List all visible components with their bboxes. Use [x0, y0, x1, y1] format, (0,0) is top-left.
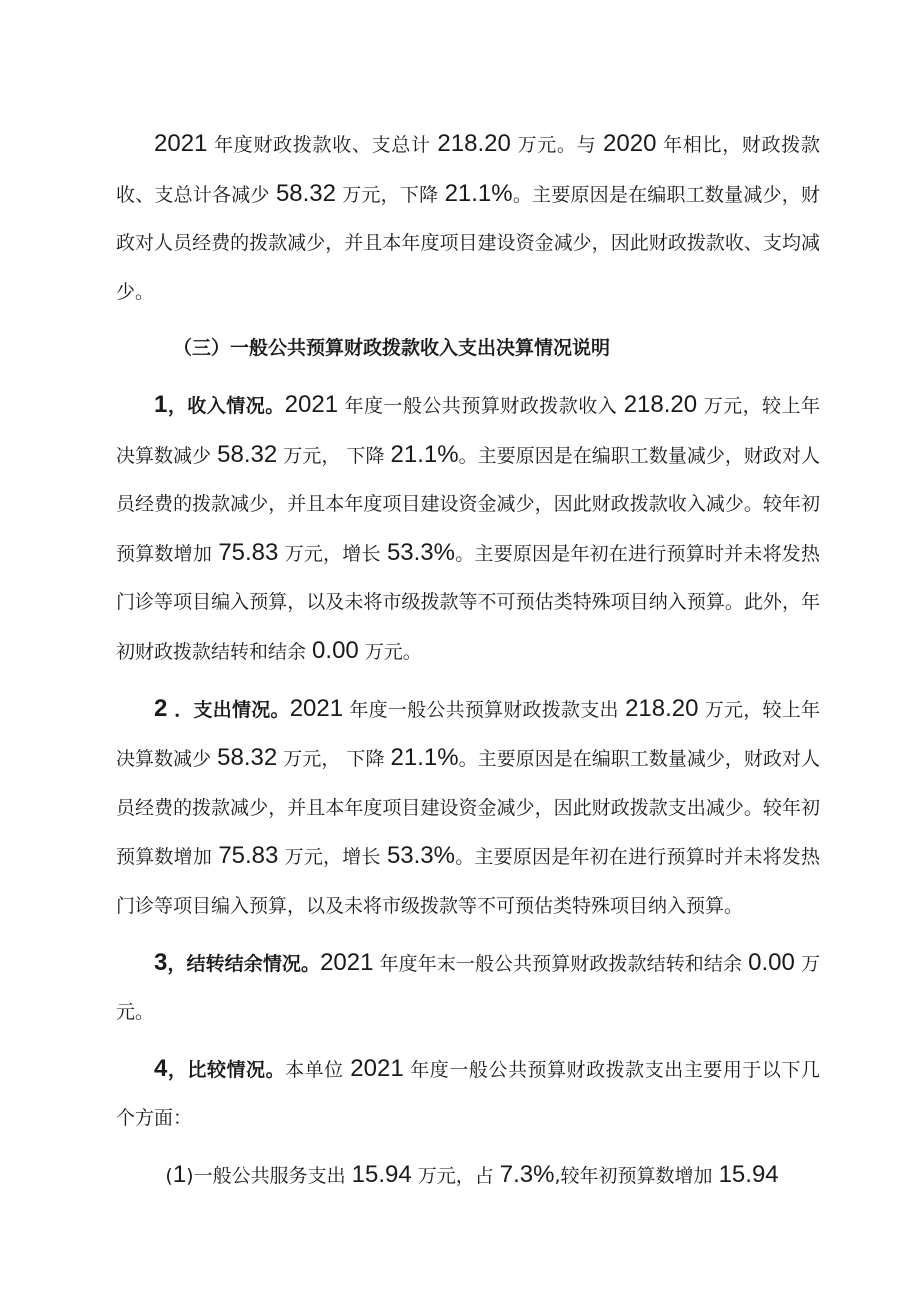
- section-heading: （三）一般公共预算财政拨款收入支出决算情况说明: [173, 337, 611, 360]
- expenditure-body: 2021 年度一般公共预算财政拨款支出 218.20 万元，较上年决算数减少 58.32 万元， 下降 21.1%。主要原因是在编职工数量减少，财政对人员经费的拨款减少，并且本年度项目建设资金减少，因此财政拨款支出减少。较年初预算数增加 75.83 万元，增长 53.3%。主要原因是年初在进行预算时并未将发热门诊等项目编入预算，以及未将市级拨款等不可预估类特殊项目纳入预算。: [116, 694, 820, 917]
- income-body: 2021 年度一般公共预算财政拨款收入 218.20 万元，较上年决算数减少 58.32 万元， 下降 21.1%。主要原因是在编职工数量减少，财政对人员经费的拨款减少，并且本年度项目建设资金减少，因此财政拨款收入减少。较年初预算数增加 75.83 万元，增长 53.3%。主要原因是年初在进行预算时并未将发热门诊等项目编入预算，以及未将市级拨款等不可预估类特殊项目纳入预算。此外，年初财政拨款结转和结余 0.00 万元。: [116, 390, 820, 664]
- paragraph-income: [116, 381, 820, 677]
- paragraph-comparison: [116, 1045, 820, 1143]
- income-lead: 1，收入情况。: [154, 390, 285, 418]
- paragraph-summary: 2021 年度财政拨款收、支总计 218.20 万元。与 2020 年相比，财政拨款收、支总计各减少 58.32 万元，下降 21.1%。主要原因是在编职工数量减少，财政对人员经费的拨款减少，并且本年度项目建设资金减少，因此财政拨款收、支均减少。: [116, 130, 820, 303]
- carryover-lead: 3，结转结余情况。: [154, 948, 321, 976]
- comparison-body: 本单位 2021 年度一般公共预算财政拨款支出主要用于以下几个方面：: [116, 1054, 820, 1130]
- paragraph-carryover: [116, 939, 820, 1037]
- expenditure-lead: 2 ．支出情况。: [154, 694, 290, 722]
- comparison-lead: 4，比较情况。: [154, 1054, 286, 1082]
- carryover-body: 2021 年度年末一般公共预算财政拨款结转和结余 0.00 万元。: [116, 948, 820, 1024]
- list-item-general-public-services: (1)一般公共服务支出 15.94 万元，占 7.3%,较年初预算数增加 15.94: [165, 1160, 779, 1188]
- paragraph-expenditure: [116, 685, 820, 931]
